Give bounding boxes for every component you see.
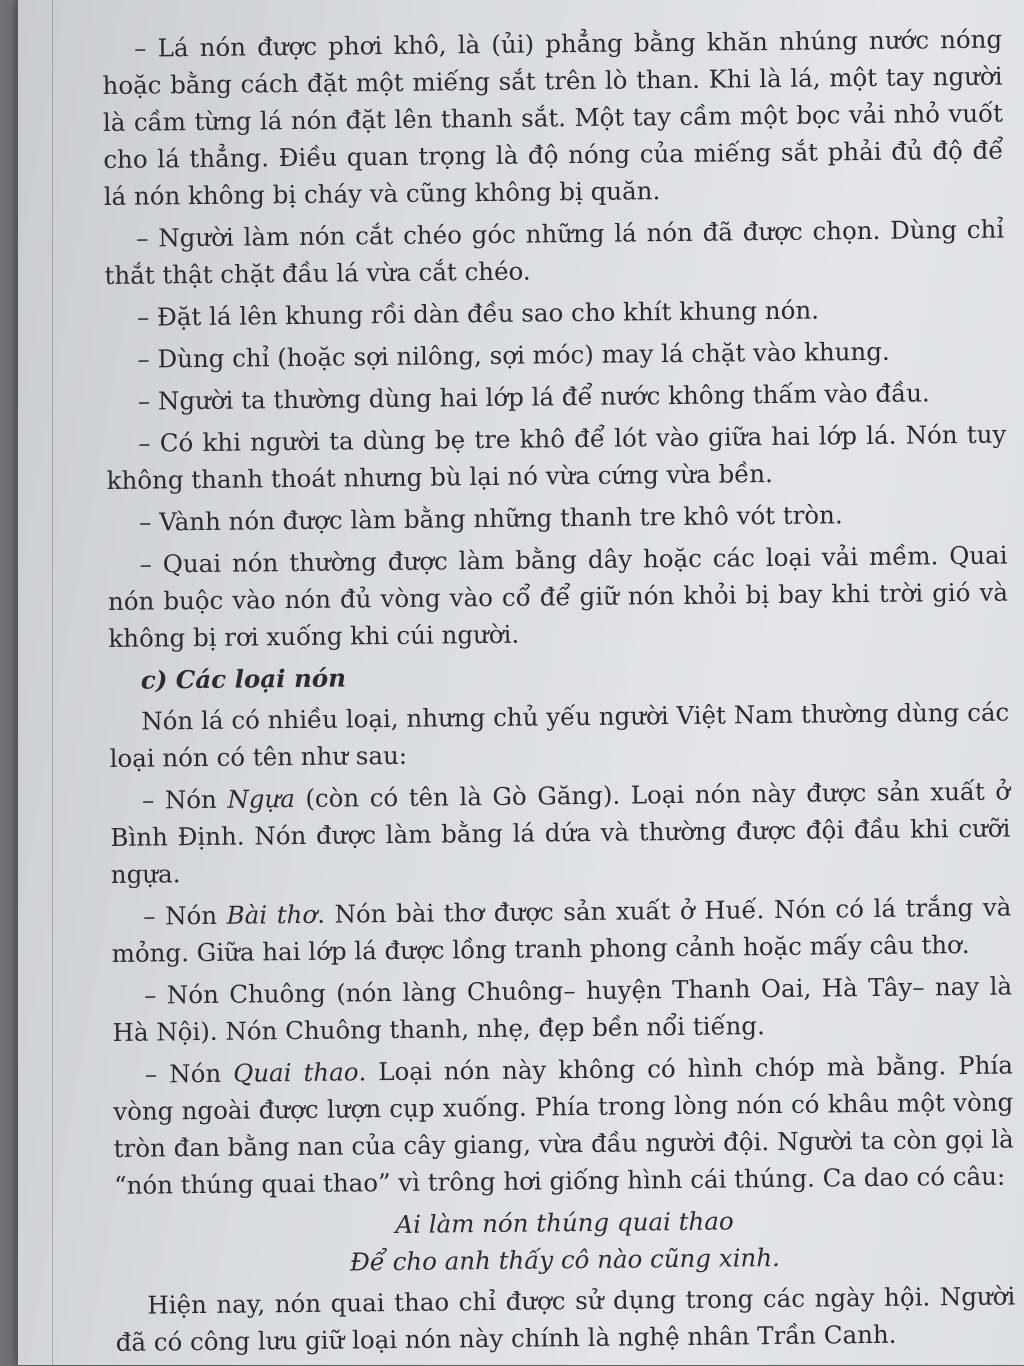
type-description: (còn có tên là Gò Găng). Loại nón này được sản xuất ở Bình Định. Nón được làm bằng lá dứa và thường được đội đầu khi cưỡi ngựa. xyxy=(110,776,1011,889)
type-prefix: – Nón xyxy=(143,900,227,931)
page-text xyxy=(102,21,1016,1366)
paragraph-hat-strap: – Quai nón thường được làm bằng dây hoặc các loại vải mềm. Quai nón buộc vào nón đủ vòng vào cổ để giữ nón khỏi bị bay khi trời gió và không bị rơi xuống khi cúi người. xyxy=(107,540,1009,653)
section-heading: c) Các loại nón xyxy=(140,663,347,695)
paragraph-closing: Hiện nay, nón quai thao chỉ được sử dụng trong các ngày hội. Người đã có công lưu giữ loại nón này chính là nghệ nhân Trần Canh. xyxy=(115,1281,1016,1357)
paragraph-non-quai-thao xyxy=(113,1047,1015,1204)
paragraph-non-bai-tho xyxy=(111,889,1012,972)
book-page xyxy=(18,0,1024,1365)
paragraph-non-chuong: – Nón Chuông (nón làng Chuông– huyện Thanh Oai, Hà Tây– nay là Hà Nội). Nón Chuông thanh, nhẹ, đẹp bền nổi tiếng. xyxy=(112,971,1013,1047)
folk-verse xyxy=(114,1200,1015,1283)
type-prefix: – Nón xyxy=(141,784,228,815)
paragraph-two-layers: – Người ta thường dùng hai lớp lá để nước không thấm vào đầu. xyxy=(137,378,930,416)
verse-line-2: Để cho anh thấy cô nào cũng xinh. xyxy=(349,1242,780,1277)
type-name: Bài thơ xyxy=(226,899,318,930)
paragraph-sewing-leaves: – Dùng chỉ (hoặc sợi nilông, sợi móc) may lá chặt vào khung. xyxy=(137,336,890,374)
paragraph-bamboo-lining: – Có khi người ta dùng bẹ tre khô để lót vào giữa hai lớp lá. Nón tuy không thanh thoát nhưng bù lại nó vừa cứng vừa bền. xyxy=(106,419,1007,495)
paragraph-intro: Nón lá có nhiều loại, nhưng chủ yếu người Việt Nam thường dùng các loại nón có tên như sau: xyxy=(109,697,1010,773)
paragraph-non-ngua xyxy=(110,773,1011,893)
type-description: . Nón bài thơ được sản xuất ở Huế. Nón có lá trắng và mỏng. Giữa hai lớp lá được lồng tranh phong cảnh hoặc mấy câu thơ. xyxy=(111,892,1012,968)
paragraph-placing-leaves: – Đặt lá lên khung rồi dàn đều sao cho khít khung nón. xyxy=(136,295,820,332)
type-description: . Loại nón này không có hình chóp mà bằng. Phía vòng ngoài được lượn cụp xuống. Phía trong lòng nón có khâu một vòng tròn đan bằng nan của cây giang, vừa đầu người đội. Người ta còn gọi là “nón thúng quai thao” vì trông hơi giống hình cái thúng. Ca dao có câu: xyxy=(113,1050,1014,1200)
paragraph-hat-rim: – Vành nón được làm bằng những thanh tre khô vót tròn. xyxy=(139,500,843,537)
type-name: Quai thao xyxy=(233,1057,359,1088)
paragraph-cutting-leaves: – Người làm nón cắt chéo góc những lá nón đã được chọn. Dùng chỉ thắt thật chặt đầu lá vừa cắt chéo. xyxy=(104,214,1005,290)
type-prefix: – Nón xyxy=(144,1058,234,1089)
paragraph-drying-leaves: – Lá nón được phơi khô, là (ủi) phẳng bằng khăn nhúng nước nóng hoặc bằng cách đặt một miếng sắt trên lò than. Khi là lá, một tay người là cầm từng lá nón đặt lên thanh sắt. Một tay cầm một bọc vải nhỏ vuốt cho lá thẳng. Điều quan trọng là độ nóng của miếng sắt phải đủ độ để lá nón không bị cháy và cũng không bị quăn. xyxy=(102,24,1004,211)
verse-line-1: Ai làm nón thúng quai thao xyxy=(395,1206,734,1239)
type-name: Ngựa xyxy=(227,784,296,814)
